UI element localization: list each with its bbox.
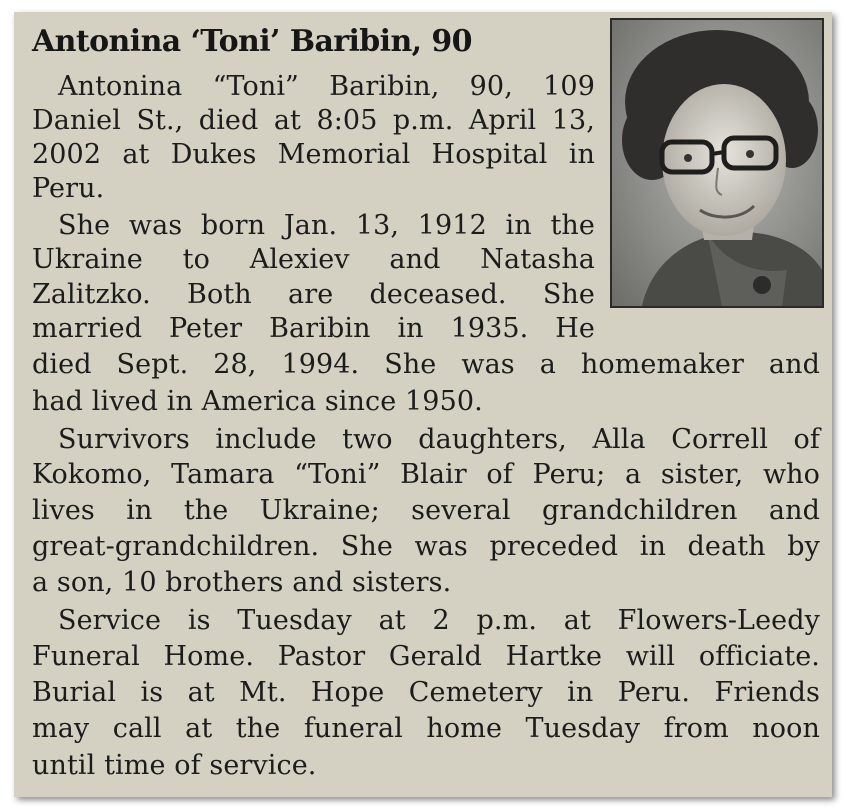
obituary-clipping bbox=[14, 12, 832, 797]
portrait-image bbox=[612, 20, 822, 306]
obituary-headline: Antonina ‘Toni’ Baribin, 90 bbox=[32, 24, 472, 59]
obituary-line: Antonina “Toni” Baribin, 90, 109 bbox=[58, 71, 595, 102]
obituary-line: married Peter Baribin in 1935. He bbox=[32, 313, 595, 344]
obituary-line: died Sept. 28, 1994. She was a homemaker and bbox=[32, 349, 820, 380]
obituary-line: She was born Jan. 13, 1912 in the bbox=[58, 210, 595, 241]
obituary-line: Ukraine to Alexiev and Natasha bbox=[32, 244, 595, 275]
obituary-line: Funeral Home. Pastor Gerald Hartke will officiate. bbox=[32, 641, 820, 672]
obituary-line: Kokomo, Tamara “Toni” Blair of Peru; a sister, who bbox=[32, 459, 820, 490]
obituary-line: lives in the Ukraine; several grandchildren and bbox=[32, 495, 820, 526]
obituary-line: Daniel St., died at 8:05 p.m. April 13, bbox=[32, 105, 595, 136]
obituary-line: a son, 10 brothers and sisters. bbox=[32, 567, 452, 598]
obituary-line: had lived in America since 1950. bbox=[32, 386, 483, 417]
obituary-line: Zalitzko. Both are deceased. She bbox=[32, 279, 595, 310]
obituary-line: 2002 at Dukes Memorial Hospital in bbox=[32, 139, 595, 170]
portrait-photo bbox=[610, 18, 824, 308]
obituary-line: Survivors include two daughters, Alla Correll of bbox=[58, 424, 820, 455]
obituary-line: Service is Tuesday at 2 p.m. at Flowers-Leedy bbox=[58, 605, 820, 636]
obituary-line: great-grandchildren. She was preceded in death by bbox=[32, 531, 820, 562]
obituary-line: until time of service. bbox=[32, 750, 317, 781]
obituary-line: Peru. bbox=[32, 173, 105, 204]
obituary-line: may call at the funeral home Tuesday from noon bbox=[32, 713, 820, 744]
obituary-line: Burial is at Mt. Hope Cemetery in Peru. Friends bbox=[32, 677, 820, 708]
